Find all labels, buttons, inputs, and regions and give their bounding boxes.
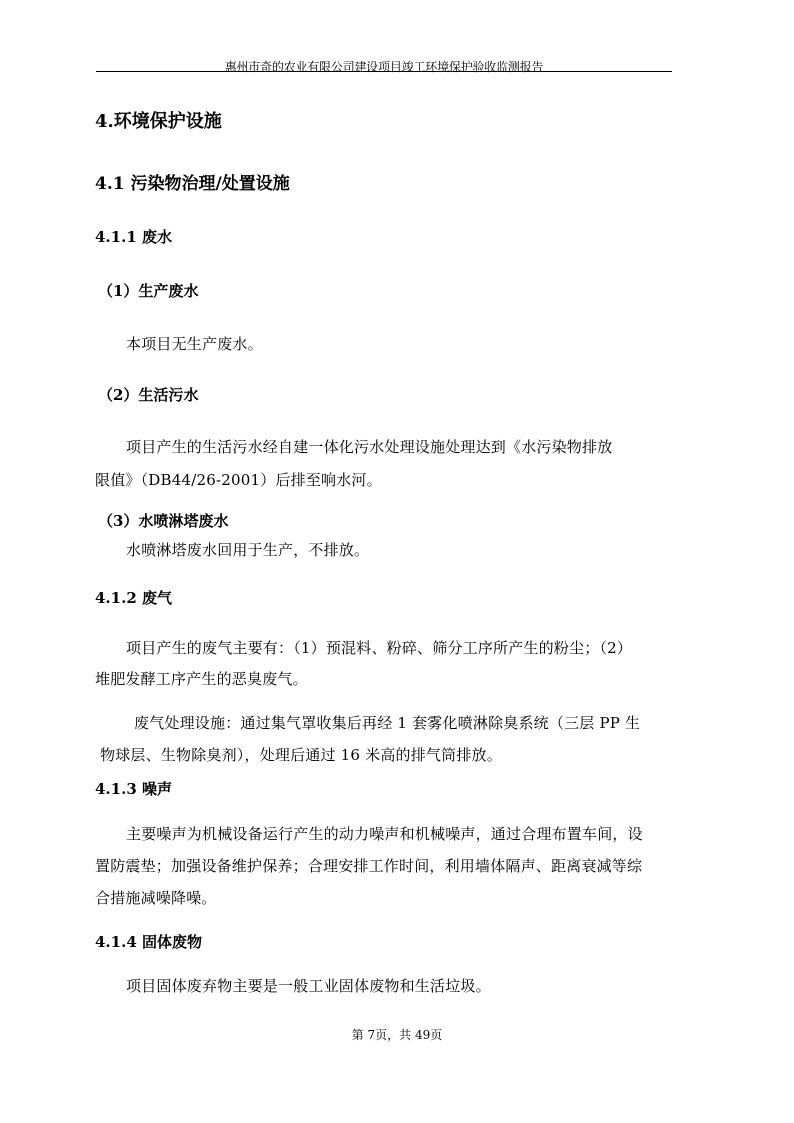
section-4-heading: 4.环境保护设施 xyxy=(95,111,222,132)
section-4-1-heading: 4.1 污染物治理/处置设施 xyxy=(95,174,290,194)
section-4-1-1-heading: 4.1.1 废水 xyxy=(95,228,172,246)
noise-text-line3: 合措施减噪降噪。 xyxy=(95,889,217,907)
solid-waste-text: 项目固体废弃物主要是一般工业固体废物和生活垃圾。 xyxy=(126,977,491,995)
spray-tower-text: 水喷淋塔废水回用于生产，不排放。 xyxy=(126,541,370,559)
section-4-1-2-heading: 4.1.2 废气 xyxy=(95,589,172,607)
exhaust-facility-text-line2: 物球层、生物除臭剂），处理后通过 16 米高的排气筒排放。 xyxy=(100,746,502,764)
production-wastewater-text: 本项目无生产废水。 xyxy=(126,335,263,353)
exhaust-facility-text-line1: 废气处理设施：通过集气罩收集后再经 1 套雾化喷淋除臭系统（三层 PP 生 xyxy=(134,714,641,732)
domestic-sewage-text-line2: 限值》（DB44/26-2001）后排至响水河。 xyxy=(95,471,382,489)
domestic-sewage-text-line1: 项目产生的生活污水经自建一体化污水处理设施处理达到《水污染物排放 xyxy=(126,438,613,456)
section-4-1-3-heading: 4.1.3 噪声 xyxy=(95,780,172,798)
noise-text-line2: 置防震垫；加强设备维护保养；合理安排工作时间，利用墙体隔声、距离衰减等综 xyxy=(95,857,643,875)
exhaust-gas-text-line1: 项目产生的废气主要有：（1）预混料、粉碎、筛分工序所产生的粉尘；（2） xyxy=(126,639,633,657)
domestic-sewage-heading: （2）生活污水 xyxy=(98,386,199,404)
noise-text-line1: 主要噪声为机械设备运行产生的动力噪声和机械噪声，通过合理布置车间，设 xyxy=(126,825,643,843)
production-wastewater-heading: （1）生产废水 xyxy=(98,282,199,300)
section-4-1-4-heading: 4.1.4 固体废物 xyxy=(95,933,202,951)
page-number: 第 7页，共 49页 xyxy=(351,1028,443,1042)
header-divider xyxy=(96,71,672,72)
exhaust-gas-text-line2: 堆肥发酵工序产生的恶臭废气。 xyxy=(95,670,308,688)
report-header-title: 惠州市奇的农业有限公司建设项目竣工环境保护验收监测报告 xyxy=(224,60,544,74)
spray-tower-heading: （3）水喷淋塔废水 xyxy=(98,512,229,530)
